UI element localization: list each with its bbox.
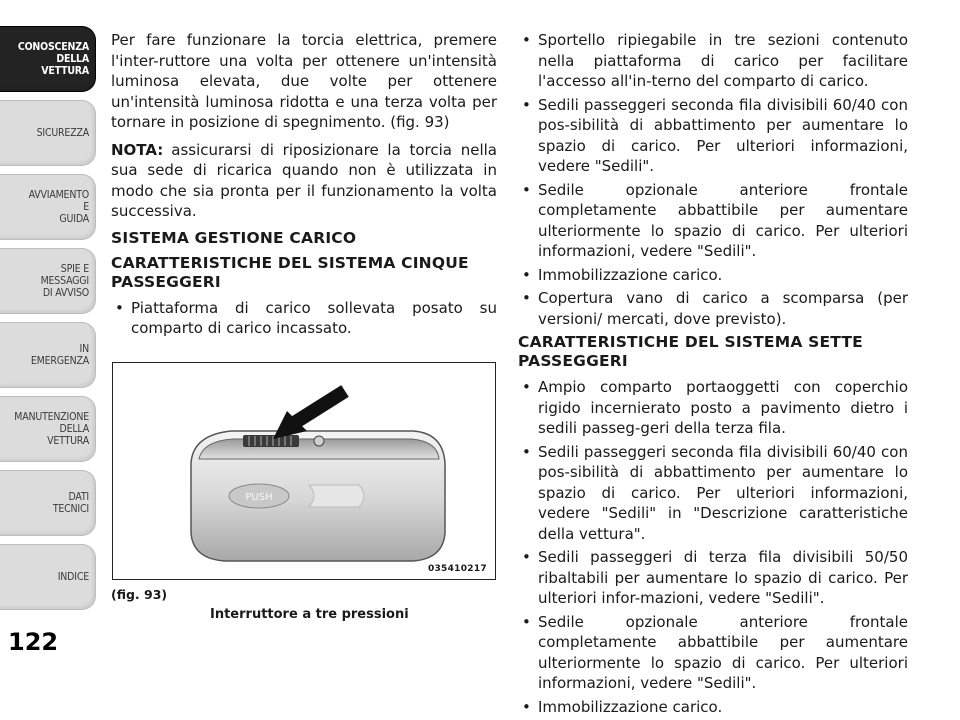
tab-label: SPIE E MESSAGGI DI AVVISO <box>40 263 89 299</box>
tab-sicurezza[interactable] <box>0 100 96 166</box>
switch-illustration <box>113 363 496 580</box>
note-text: assicurarsi di riposizionare la torcia nella sua sede di ricarica quando non è utilizzata in modo che sia pronta per il funzionamento la volta successiva. <box>111 140 497 220</box>
tab-label: DATI TECNICI <box>52 491 89 515</box>
note-paragraph <box>111 140 497 222</box>
tab-label: INDICE <box>57 571 89 583</box>
page-number: 122 <box>8 628 59 656</box>
list-item: • Sportello ripiegabile in tre sezioni contenuto nella piattaforma di carico per facilitare l'accesso all'in-terno del comparto di carico. <box>518 30 908 92</box>
tab-label: MANUTENZIONE DELLA VETTURA <box>14 411 89 447</box>
list-item: • Copertura vano di carico a scomparsa (per versioni/ mercati, dove previsto). <box>518 288 908 329</box>
figure-switch-illustration <box>112 362 496 580</box>
list-item: • Piattaforma di carico sollevata posato su comparto di carico incassato. <box>111 298 497 339</box>
subsection-heading: CARATTERISTICHE DEL SISTEMA CINQUE PASSEGGERI <box>111 253 469 291</box>
list-item: • Immobilizzazione carico. <box>518 265 908 286</box>
figure-code: 035410217 <box>427 564 487 574</box>
tab-label: CONOSCENZA DELLA VETTURA <box>17 41 89 77</box>
list-item: • Immobilizzazione carico. <box>518 697 908 718</box>
figure-reference: (fig. 93) <box>111 587 168 602</box>
section-heading: SISTEMA GESTIONE CARICO <box>111 228 357 247</box>
flashlight-paragraph: Per fare funzionare la torcia elettrica, premere l'inter-ruttore una volta per ottenere un'intensità luminosa elevata, due volte per ottenere un'intensità luminosa ridotta e una terza volta per tornare in posizione di spegnimento. (fig. 93) <box>111 31 497 131</box>
bullet-list <box>518 30 908 329</box>
left-column <box>111 30 497 342</box>
tab-indice[interactable] <box>0 544 96 610</box>
list-item: • Ampio comparto portaoggetti con coperchio rigido incernierato posto a pavimento dietro i sedili passeg-geri della terza fila. <box>518 377 908 439</box>
right-column <box>518 30 908 720</box>
tab-label: SICUREZZA <box>36 127 89 139</box>
bullet-list <box>518 377 908 717</box>
list-item: • Sedile opzionale anteriore frontale completamente abbattibile per aumentare ulteriormente lo spazio di carico. Per ulteriori informazioni, vedere "Sedili". <box>518 612 908 694</box>
list-item: • Sedili passeggeri seconda fila divisibili 60/40 con pos-sibilità di abbattimento per aumentare lo spazio di carico. Per ulteriori informazioni, vedere "Sedili" in "Descrizione caratteristiche della vettura". <box>518 442 908 545</box>
tab-label: AVVIAMENTO E GUIDA <box>28 189 89 225</box>
subsection-heading: CARATTERISTICHE DEL SISTEMA SETTE PASSEGGERI <box>518 333 863 370</box>
tab-conoscenza-della-vettura[interactable] <box>0 26 96 92</box>
tab-manutenzione-della-vettura[interactable] <box>0 396 96 462</box>
list-item: • Sedili passeggeri di terza fila divisibili 50/50 ribaltabili per aumentare lo spazio di carico. Per ulteriori infor-mazioni, vedere "Sedili". <box>518 547 908 609</box>
tab-dati-tecnici[interactable] <box>0 470 96 536</box>
figure-caption: Interruttore a tre pressioni <box>210 607 409 622</box>
bullet-list <box>111 298 497 339</box>
push-label: PUSH <box>245 492 273 503</box>
tab-in-emergenza[interactable] <box>0 322 96 388</box>
tab-spie-e-messaggi[interactable] <box>0 248 96 314</box>
tab-label: IN EMERGENZA <box>30 343 89 367</box>
tab-avviamento-e-guida[interactable] <box>0 174 96 240</box>
list-item: • Sedile opzionale anteriore frontale completamente abbattibile per aumentare ulteriormente lo spazio di carico. Per ulteriori informazioni, vedere "Sedili". <box>518 180 908 262</box>
list-item: • Sedili passeggeri seconda fila divisibili 60/40 con pos-sibilità di abbattimento per aumentare lo spazio di carico. Per ulteriori informazioni, vedere "Sedili". <box>518 95 908 177</box>
note-label: NOTA: <box>111 140 164 159</box>
